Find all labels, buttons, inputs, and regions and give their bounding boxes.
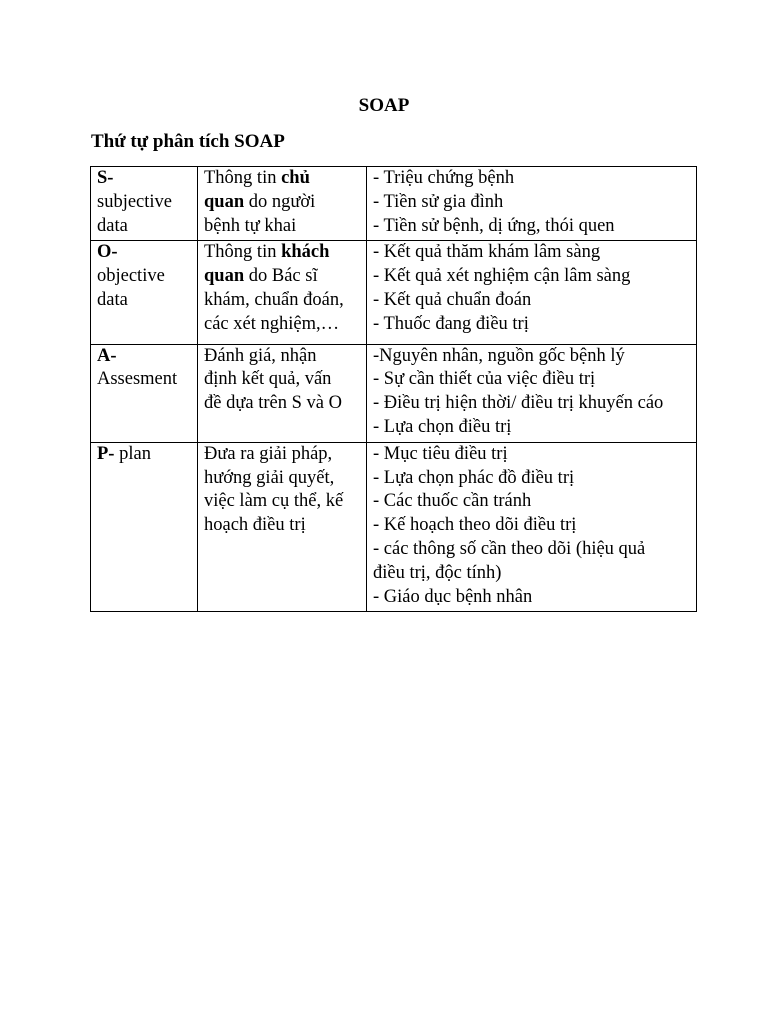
component-term-line: data bbox=[97, 215, 128, 236]
component-code: P- bbox=[97, 443, 115, 464]
contents-cell bbox=[367, 442, 697, 612]
list-item: - Các thuốc cần tránh bbox=[373, 491, 532, 512]
definition-keyword: quan bbox=[204, 191, 245, 212]
table-row-assessment bbox=[91, 344, 697, 442]
list-item: - Kết quả thăm khám lâm sàng bbox=[373, 242, 601, 263]
definition-line: việc làm cụ thể, kế bbox=[204, 491, 344, 512]
list-item: - Lựa chọn điều trị bbox=[373, 416, 512, 437]
component-code: O- bbox=[97, 242, 118, 263]
list-item: - Tiền sử gia đình bbox=[373, 191, 504, 212]
definition-line: hoạch điều trị bbox=[204, 515, 306, 536]
component-code: A- bbox=[97, 345, 117, 366]
component-term: plan bbox=[114, 443, 151, 464]
definition-line: hướng giải quyết, bbox=[204, 467, 335, 488]
definition-line: các xét nghiệm,… bbox=[204, 313, 340, 334]
definition-text: Thông tin bbox=[204, 242, 282, 263]
definition-text: do người bbox=[244, 191, 316, 212]
definition-cell bbox=[198, 167, 367, 241]
list-item: - Sự cần thiết của việc điều trị bbox=[373, 369, 596, 390]
component-cell bbox=[91, 344, 198, 442]
definition-line: Đưa ra giải pháp, bbox=[204, 443, 333, 464]
table-row-subjective bbox=[91, 167, 697, 241]
list-item: điều trị, độc tính) bbox=[373, 562, 502, 583]
definition-keyword: chủ bbox=[281, 168, 310, 188]
soap-table bbox=[90, 166, 697, 612]
definition-line: bệnh tự khai bbox=[204, 215, 297, 236]
table-row-objective bbox=[91, 241, 697, 344]
definition-line: đề dựa trên S và O bbox=[204, 393, 342, 414]
list-item: - các thông số cần theo dõi (hiệu quả bbox=[373, 538, 646, 559]
component-term-line: data bbox=[97, 289, 128, 310]
component-term-line: subjective bbox=[97, 191, 173, 212]
section-heading: Thứ tự phân tích SOAP bbox=[91, 131, 285, 152]
component-term-line: objective bbox=[97, 266, 165, 287]
page-title: SOAP bbox=[358, 95, 410, 116]
list-item: - Điều trị hiện thời/ điều trị khuyến cáo bbox=[373, 393, 664, 414]
list-item: -Nguyên nhân, nguồn gốc bệnh lý bbox=[373, 345, 625, 366]
list-item: - Kế hoạch theo dõi điều trị bbox=[373, 515, 577, 536]
definition-cell bbox=[198, 442, 367, 612]
definition-line: định kết quả, vấn bbox=[204, 369, 332, 390]
contents-cell bbox=[367, 344, 697, 442]
list-item: - Kết quả chuẩn đoán bbox=[373, 289, 532, 310]
component-cell bbox=[91, 167, 198, 241]
contents-cell bbox=[367, 167, 697, 241]
definition-cell bbox=[198, 241, 367, 344]
list-item: - Tiền sử bệnh, dị ứng, thói quen bbox=[373, 215, 615, 236]
component-cell bbox=[91, 442, 198, 612]
component-cell bbox=[91, 241, 198, 344]
list-item: - Lựa chọn phác đồ điều trị bbox=[373, 467, 575, 488]
table-row-plan bbox=[91, 442, 697, 612]
list-item: - Thuốc đang điều trị bbox=[373, 313, 529, 334]
definition-keyword: khách bbox=[281, 242, 330, 263]
definition-cell bbox=[198, 344, 367, 442]
definition-text: do Bác sĩ bbox=[244, 266, 318, 287]
component-code: S- bbox=[97, 168, 114, 188]
definition-text: Thông tin bbox=[204, 168, 282, 188]
definition-line: Đánh giá, nhận bbox=[204, 345, 317, 366]
list-item: - Mục tiêu điều trị bbox=[373, 443, 508, 464]
list-item: - Giáo dục bệnh nhân bbox=[373, 586, 533, 607]
list-item: - Triệu chứng bệnh bbox=[373, 168, 515, 188]
definition-keyword: quan bbox=[204, 266, 245, 287]
contents-cell bbox=[367, 241, 697, 344]
definition-line: khám, chuẩn đoán, bbox=[204, 289, 344, 310]
list-item: - Kết quả xét nghiệm cận lâm sàng bbox=[373, 266, 631, 287]
component-term-line: Assesment bbox=[97, 369, 178, 390]
